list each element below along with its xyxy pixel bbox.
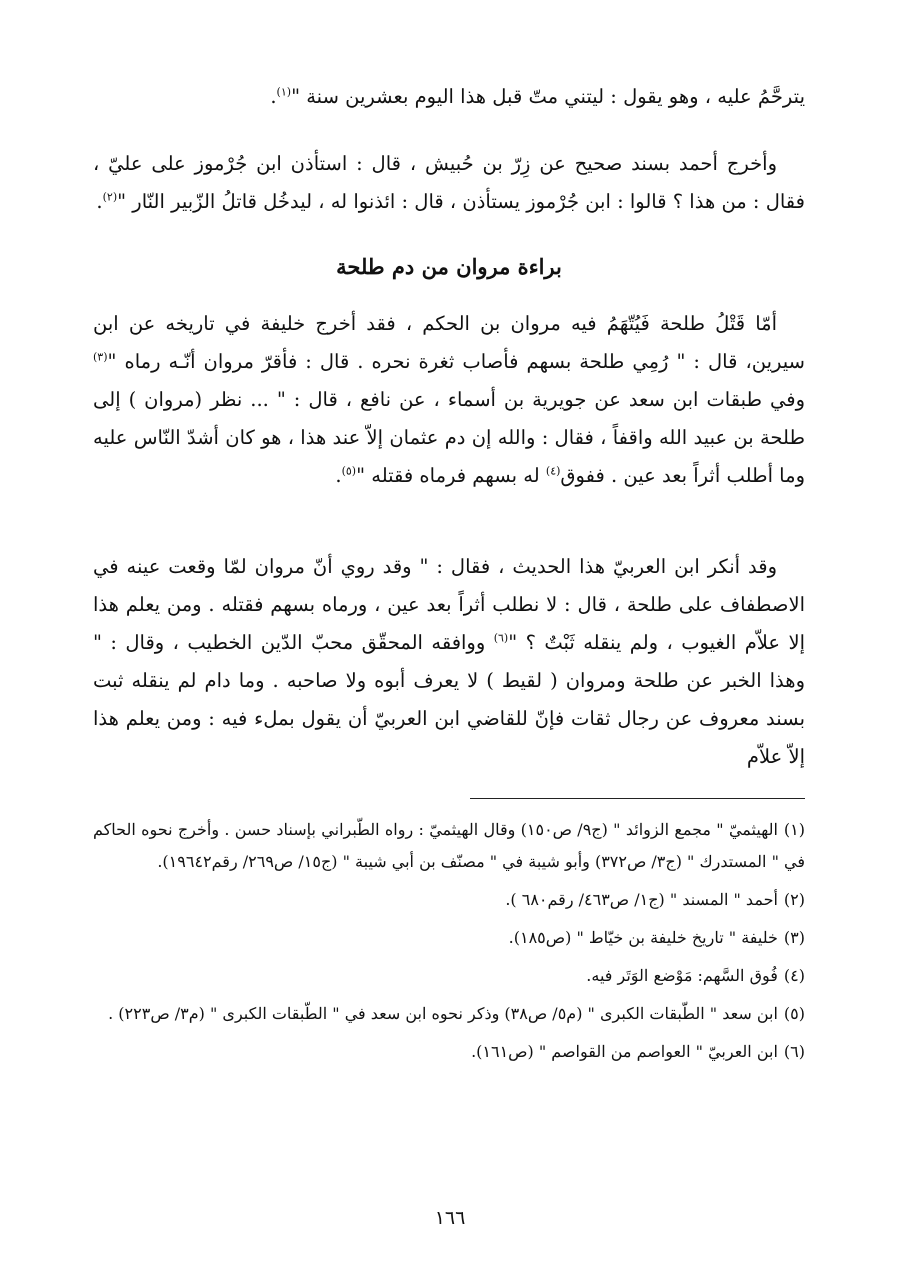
paragraph-text <box>93 78 805 116</box>
paragraph-text-end: . <box>96 190 103 213</box>
section-heading: براءة مروان من دم طلحة <box>336 254 562 279</box>
paragraph-text-main: وأخرج أحمد بسند صحيح عن زِرّ بن حُبيش ، قال : استأذن ابن جُرْموز على عليّ ، فقال : من هذا ؟ قالوا : ابن جُرْموز يستأذن ، قال : ائذنوا له ، ليدخُل قاتلُ الزّبير النّار " <box>93 152 805 213</box>
paragraph-text <box>93 305 805 495</box>
footnote-number: (١) <box>783 820 805 839</box>
footnote-ref-6: (٦) <box>493 631 509 645</box>
footnote-text: ابن سعد " الطّبقات الكبرى " (م٥/ ص٣٨) وذكر نحوه ابن سعد في " الطّبقات الكبرى " (م٣/ ص٢٢٣) . <box>108 1004 778 1023</box>
footnote-ref-3: (٣) <box>93 350 108 364</box>
paragraph-talha-killing <box>93 305 805 495</box>
footnote-number: (٢) <box>783 890 805 909</box>
footnote-item <box>93 960 805 992</box>
footnote-text: أحمد " المسند " (ج١/ ص٤٦٣/ رقم٦٨٠ ). <box>505 890 778 909</box>
paragraph-text-main: يترحَّمُ عليه ، وهو يقول : ليتني متّ قبل هذا اليوم بعشرين سنة " <box>291 85 805 108</box>
footnote-item <box>93 998 805 1030</box>
footnote-item <box>93 922 805 954</box>
footnote-text: الهيثميّ " مجمع الزوائد " (ج٩/ ص١٥٠) وقال الهيثميّ : رواه الطّبراني بإسناد حسن . وأخرج نحوه الحاكم في " المستدرك " (ج٣/ ص٣٧٢) وأبو شيبة في " مصنّف بن أبي شيبة " (ج١٥/ ص٢٦٩/ رقم١٩٦٤٢). <box>93 820 805 871</box>
footnote-ref-1: (١) <box>276 85 292 99</box>
footnote-text: فُوق السَّهم: مَوْضع الوَتَر فيه. <box>586 966 778 985</box>
paragraph-text-a: وقد أنكر ابن العربيّ هذا الحديث ، فقال : " وقد روي أنّ مروان لمّا وقعت عينه في الاصطفاف على طلحة ، قال : لا نطلب أثراً بعد عين ، ورماه بسهم فقتله . ومن يعلم هذا إلا علاّم الغيوب ، ولم ينقله ثَبْتٌ ؟ " <box>93 555 805 654</box>
footnote-ref-2: (٢) <box>102 190 118 204</box>
page-number: ١٦٦ <box>434 1207 466 1229</box>
footnote-ref-5: (٥) <box>341 464 357 478</box>
paragraph-text <box>93 548 805 776</box>
paragraph-ibn-arabi <box>93 548 805 776</box>
footnotes-section <box>93 814 805 1074</box>
footnote-divider <box>470 798 805 799</box>
footnote-number: (٤) <box>783 966 805 985</box>
paragraph-text-c: له بسهم فرماه فقتله " <box>356 464 546 487</box>
paragraph-text-end: . <box>335 464 342 487</box>
footnote-number: (٦) <box>783 1042 805 1061</box>
footnote-ref-4: (٤) <box>545 464 561 478</box>
footnote-item <box>93 884 805 916</box>
footnote-item <box>93 1036 805 1068</box>
footnote-number: (٣) <box>783 928 805 947</box>
paragraph-ibn-jurmuz <box>93 145 805 221</box>
paragraph-text-b: وفي طبقات ابن سعد عن جويرية بن أسماء ، عن نافع ، قال : " ... نظر (مروان ) إلى طلحة بن عبيد الله واقفاً ، فقال : والله إن دم عثمان إلاّ عند هذا ، هو كان أشدّ النّاس عليه وما أطلب أثراً بعد عين . ففوق <box>93 388 805 487</box>
paragraph-text-a: أمّا قَتْلُ طلحة فَيُتّهَمُ فيه مروان بن الحكم ، فقد أخرج خليفة في تاريخه عن ابن سيرين، قال : " رُمِي طلحة بسهم فأصاب ثغرة نحره . قال : فأقرّ مروان أنّـه رماه " <box>93 312 805 373</box>
paragraph-continuation <box>93 78 805 116</box>
footnote-item <box>93 814 805 878</box>
footnote-text: ابن العربيّ " العواصم من القواصم " (ص١٦١). <box>471 1042 778 1061</box>
footnote-text: خليفة " تاريخ خليفة بن خيّاط " (ص١٨٥). <box>508 928 778 947</box>
paragraph-text <box>93 145 805 221</box>
footnote-number: (٥) <box>783 1004 805 1023</box>
paragraph-text-b: ووافقه المحقّق محبّ الدّين الخطيب ، وقال : " وهذا الخبر عن طلحة ومروان ( لقيط ) لا يعرف أبوه ولا صاحبه . وما دام لم ينقله ثبت بسند معروف عن رجال ثقات فإنّ للقاضي ابن العربيّ أن يقول بملء فيه : ومن يعلم هذا إلاّ علاّم <box>93 631 805 768</box>
paragraph-text-end: . <box>270 85 277 108</box>
